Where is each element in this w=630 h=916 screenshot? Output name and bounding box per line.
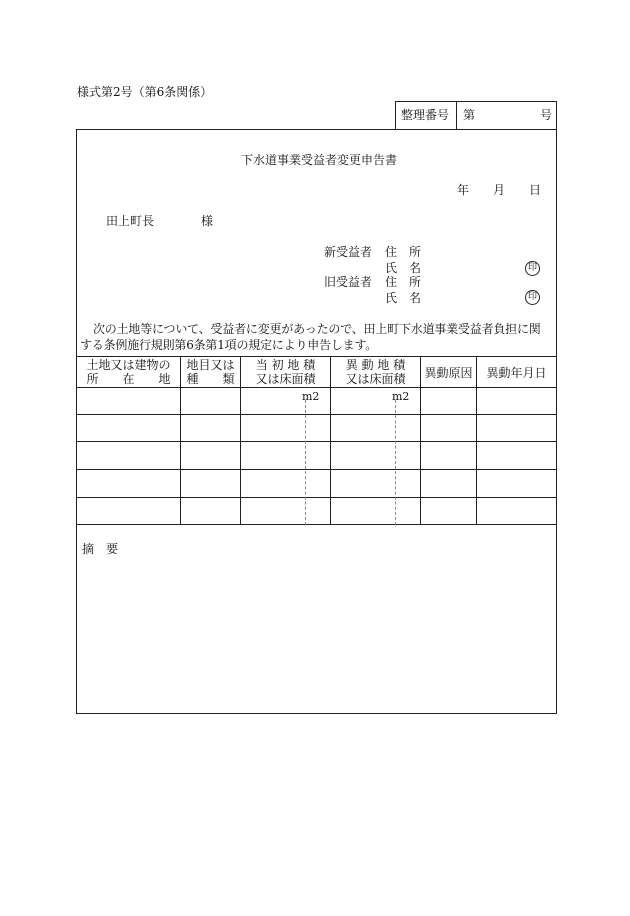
frame-bottom <box>76 713 557 714</box>
table-row-line <box>76 441 557 442</box>
table-bottom-border <box>76 524 557 525</box>
header-category: 地目又は 種 類 <box>186 358 235 386</box>
addressee-honorific: 様 <box>201 214 214 228</box>
table-row-line <box>76 497 557 498</box>
table-col-line <box>476 356 477 525</box>
table-row-line <box>76 414 557 415</box>
body-text-line-2: する条例施行規則第6条第1項の規定により申告します。 <box>80 338 378 352</box>
header-date: 異動年月日 <box>486 366 547 380</box>
date-month: 月 <box>493 183 506 197</box>
ref-dai: 第 <box>463 108 476 122</box>
header-reason: 異動原因 <box>424 366 473 380</box>
old-seal-icon: 印 <box>525 290 540 305</box>
ref-box-top-border <box>395 101 557 102</box>
remarks-label: 摘 要 <box>82 542 119 556</box>
ref-number-label: 整理番号 <box>401 108 450 122</box>
form-id: 様式第2号（第6条関係） <box>77 85 213 99</box>
old-beneficiary-name-label: 氏 名 <box>385 291 422 305</box>
ref-box-left-border <box>395 101 396 129</box>
changed-area-unit: m2 <box>392 390 410 403</box>
new-beneficiary-name-label: 氏 名 <box>385 261 422 275</box>
addressee-name: 田上町長 <box>106 214 155 228</box>
document-title: 下水道事業受益者変更申告書 <box>241 153 398 167</box>
initial-area-decimal-guide <box>305 400 306 525</box>
initial-area-unit: m2 <box>302 390 320 403</box>
new-beneficiary-address-label: 住 所 <box>385 245 422 259</box>
changed-area-decimal-guide <box>395 400 396 525</box>
frame-right <box>556 101 557 714</box>
frame-top <box>76 129 557 130</box>
body-text-line-1: 次の土地等について、受益者に変更があったので、田上町下水道事業受益者負担に関 <box>93 322 541 336</box>
ref-go: 号 <box>540 108 553 122</box>
table-row-line <box>76 469 557 470</box>
new-seal-icon: 印 <box>525 261 540 276</box>
frame-left <box>76 129 77 714</box>
old-beneficiary-label: 旧受益者 <box>324 275 373 289</box>
header-location: 土地又は建物の 所 在 地 <box>86 358 171 386</box>
date-year: 年 <box>457 183 470 197</box>
date-day: 日 <box>529 183 542 197</box>
header-changed-area: 異 動 地 積 又は床面積 <box>345 358 406 386</box>
table-top-border <box>76 356 557 357</box>
header-initial-area: 当 初 地 積 又は床面積 <box>255 358 316 386</box>
table-col-line <box>420 356 421 525</box>
table-header-bottom <box>76 387 557 388</box>
old-beneficiary-address-label: 住 所 <box>385 275 422 289</box>
new-beneficiary-label: 新受益者 <box>324 245 373 259</box>
ref-box-divider <box>456 101 457 129</box>
